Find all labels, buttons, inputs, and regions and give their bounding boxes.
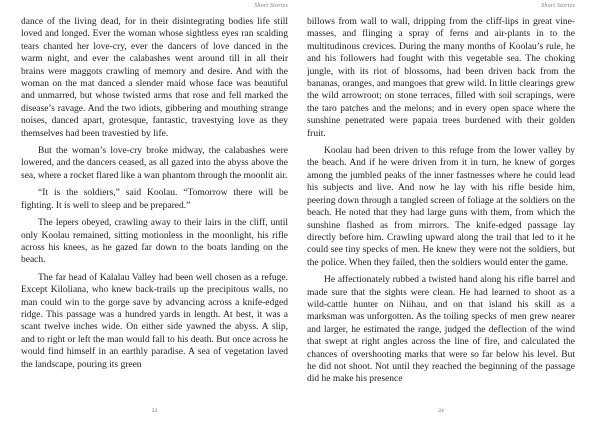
page-number-right: 24: [438, 408, 444, 414]
paragraph: He affectionately rubbed a twisted hand along his rifle barrel and made sure that the sights were clean. He had learned to shoot as a wild-cattle hunter on Niihau, and on that island his skill as a marksman was unforgotten. As the toiling specks of men grew nearer and larger, he estimated the range, judged the deflection of the wind that swept at right angles across the line of fire, and calculated the chances of overshooting marks that were so far below his level. But he did not shoot. Not until they reached the beginning of the passage did he make his presence: [307, 275, 575, 385]
running-header-right: Short Stories: [541, 3, 575, 9]
paragraph: billows from wall to wall, dripping from the cliff-lips in great vine-masses, and flinging a spray of ferns and air-plants in to the multitudinous crevices. During the many months of Koolau’s rule, he and his followers had fought with this vegetable sea. The choking jungle, with its riot of blossoms, had been driven back from the bananas, oranges, and mangoes that grew wild. In little clearings grew the wild arrowroot; on stone terraces, filled with soil scrapings, were the taro patches and the melons; and in every open space where the sunshine penetrated were papaia trees burdened with their golden fruit.: [307, 17, 575, 139]
page-body-left: [21, 16, 288, 371]
paragraph: “It is the soldiers,” said Koolau. “Tomorrow there will be fighting. It is well to sleep and be prepared.”: [21, 188, 288, 211]
page-right: [300, 0, 600, 424]
paragraph: dance of the living dead, for in their disintegrating bodies life still loved and longed. Ever the woman whose sightless eyes ran scalding tears chanted her love-cry, ever the dancers of love danced in the warm night, and ever the calabashes went around till in all their brains were maggots crawling of memory and desire. And with the woman on the mat danced a slender maid whose face was beautiful and unmarred, but whose twisted arms that rose and fell marked the disease’s ravage. And the two idiots, gibbering and mouthing strange noises, danced apart, grotesque, fantastic, travestying love as they themselves had been travestied by life.: [21, 17, 288, 139]
paragraph: Koolau had been driven to this refuge from the lower valley by the beach. And if he were driven from it in turn, he knew of gorges among the jumbled peaks of the inner fastnesses where he could lead his subjects and live. And now he lay with his rifle beside him, peering down through a tangled screen of foliage at the soldiers on the beach. He noted that they had large guns with them, from which the sunshine flashed as from mirrors. The knife-edged passage lay directly before him. Crawling upward along the trail that led to it he could see tiny specks of men. He knew they were not the soldiers, but the police. When they failed, then the soldiers would enter the game.: [307, 146, 575, 268]
paragraph: But the woman’s love-cry broke midway, the calabashes were lowered, and the dancers ceased, as all gazed into the abyss above the sea, where a rocket flared like a wan phantom through the moonlit air.: [21, 146, 288, 181]
running-header-left: Short Stories: [254, 3, 288, 9]
page-body-right: [307, 16, 575, 386]
page-number-left: 23: [151, 408, 158, 414]
paragraph: The far head of Kalalau Valley had been well chosen as a refuge. Except Kiloliana, who knew back-trails up the precipitous walls, no man could win to the gorge save by advancing across a knife-edged ridge. This passage was a hundred yards in length. At best, it was a scant twelve inches wide. On either side yawned the abyss. A slip, and to right or left the man would fall to his death. But once across he would find himself in an earthly paradise. A sea of vegetation laved the landscape, pouring its green: [21, 272, 288, 370]
paragraph: The lepers obeyed, crawling away to their lairs in the cliff, until only Koolau remained, sitting motionless in the moonlight, his rifle across his knees, as he gazed far down to the boats landing on the beach.: [21, 218, 288, 266]
